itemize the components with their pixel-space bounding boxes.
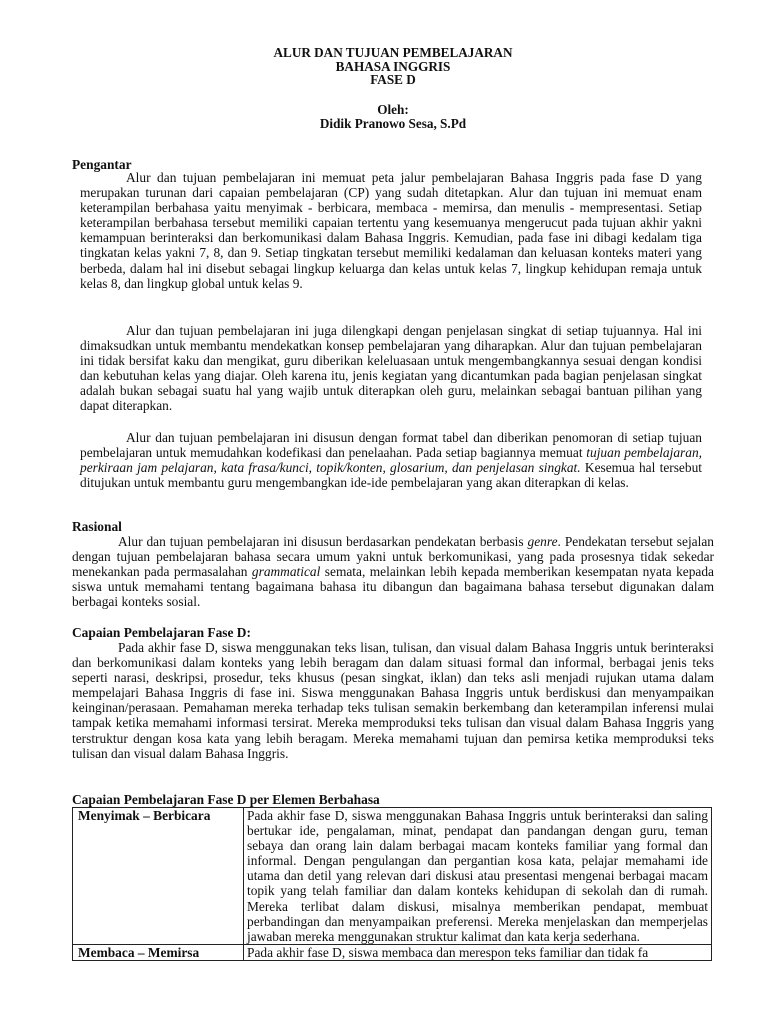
elemen-heading: Capaian Pembelajaran Fase D per Elemen Berbahasa [72,792,380,807]
author-block [0,103,768,131]
element-name-cell: Membaca – Memirsa [73,944,244,960]
capaian-text: Pada akhir fase D, siswa menggunakan teks lisan, tulisan, dan visual dalam Bahasa Inggris untuk berinteraksi dan berkomunikasi dalam konteks yang lebih beragam dan dalam situasi formal dan informal, berbagai jenis teks seperti narasi, deskripsi, prosedur, teks khusus (pesan singkat, iklan) dan teks asli menjadi rujukan utama dalam mempelajari Bahasa Inggris di fase ini. Siswa menggunakan Bahasa Inggris untuk berdiskusi dan menyampaikan keinginan/perasaan. Pemahaman mereka terhadap teks tulisan semakin berkembang dan keterampilan inferensi mulai tampak ketika memahami informasi tersirat. Mereka memproduksi teks tulisan dan visual dalam Bahasa Inggris yang terstruktur dengan kosa kata yang lebih beragam. Mereka memahami tujuan dan pemirsa ketika memproduksi teks tulisan dan visual dalam Bahasa Inggris. [72,640,714,761]
table-row [73,808,712,945]
element-name-cell: Menyimak – Berbicara [73,808,244,945]
pengantar-heading: Pengantar [72,157,132,172]
title-line-3: FASE D [370,72,416,88]
pengantar-paragraph-1 [80,170,702,291]
pengantar-p3-italic: tujuan pembelajaran, perkiraan jam pelajaran, kata frasa/kunci, topik/konten, glosarium, dan penjelasan singkat. [80,445,702,476]
rasional-text-1: Alur dan tujuan pembelajaran ini disusun berdasarkan pendekatan berbasis [118,534,528,549]
title-line-1: ALUR DAN TUJUAN PEMBELAJARAN [273,45,513,60]
rasional-text-3: semata, melainkan lebih kepada memberikan kesempatan nyata kepada siswa untuk memahami tentang bagaimana bahasa itu dibangun dan bagaimana bahasa tersebut digunakan dalam berbagai konteks sosial. [72,564,714,610]
pengantar-p3-end: Kesemua hal tersebut ditujukan untuk membantu guru mengembangkan ide-ide pembelajaran yang akan diterapkan di kelas. [80,460,702,491]
rasional-heading: Rasional [72,519,122,534]
document-title [0,46,768,87]
title-line-2: BAHASA INGGRIS [335,58,451,74]
author-label: Oleh: [377,102,409,117]
pengantar-paragraph-3 [80,430,702,490]
pengantar-paragraph-2 [80,323,702,414]
table-row [73,944,712,960]
element-description-cell: Pada akhir fase D, siswa menggunakan Bahasa Inggris untuk berinteraksi dan saling bertukar ide, pengalaman, minat, pendapat dan pandangan dengan guru, teman sebaya dan orang lain dalam berbagai macam konteks familiar yang formal dan informal. Dengan pengulangan dan pergantian kosa kata, pelajar memahami ide utama dan detil yang relevan dari diskusi atau presentasi mengenai berbagai macam topik yang telah familiar dan dalam konteks kehidupan di sekolah dan di rumah. Mereka terlibat dalam diskusi, misalnya memberikan pendapat, membuat perbandingan dan menyampaikan preferensi. Mereka menjelaskan dan memperjelas jawaban mereka menggunakan struktur kalimat dan kata kerja sederhana. [244,808,712,945]
author-name: Didik Pranowo Sesa, S.Pd [319,116,467,131]
rasional-text-2: . Pendekatan tersebut sejalan dengan tujuan pembelajaran bahasa secara umum yakni untuk berkomunikasi, yang pada prosesnya tidak sekedar menekankan pada permasalahan [72,534,714,580]
rasional-paragraph [72,534,714,609]
rasional-italic-1: genre [527,534,558,549]
rasional-italic-2: grammatical [251,564,321,580]
element-description-cell: Pada akhir fase D, siswa membaca dan merespon teks familiar dan tidak fa [244,944,712,960]
elemen-table [72,807,712,961]
capaian-paragraph [72,640,714,761]
pengantar-p3-start: Alur dan tujuan pembelajaran ini disusun dengan format tabel dan diberikan penomoran di setiap tujuan pembelajaran untuk memudahkan kodefikasi dan penelaahan. Pada setiap bagiannya memuat [80,430,702,461]
capaian-heading: Capaian Pembelajaran Fase D: [72,625,251,640]
pengantar-p1-text: Alur dan tujuan pembelajaran ini memuat peta jalur pembelajaran Bahasa Inggris pada fase D yang merupakan turunan dari capaian pembelajaran (CP) yang sudah ditetapkan. Alur dan tujuan ini memuat enam keterampilan berbahasa yaitu menyimak - berbicara, membaca - memirsa, dan menulis - mempresentasi. Setiap keterampilan berbahasa tersebut memiliki capaian tertentu yang kesemuanya mengerucut pada tujuan akhir yakni kemampuan berinteraksi dan berkomunikasi dalam Bahasa Inggris. Kemudian, pada fase ini dibagi kedalam tiga tingkatan kelas yakni 7, 8, dan 9. Setiap tingkatan tersebut memiliki kedalaman dan keluasan konteks materi yang berbeda, dalam hal ini disebut sebagai lingkup keluarga dan kelas untuk kelas 7, lingkup kehidupan remaja untuk kelas 8, dan lingkup global untuk kelas 9. [80,170,702,291]
pengantar-p2-text: Alur dan tujuan pembelajaran ini juga dilengkapi dengan penjelasan singkat di setiap tujuannya. Hal ini dimaksudkan untuk membantu mendekatkan konsep pembelajaran yang diharapkan. Alur dan tujuan pembelajaran ini tidak bersifat kaku dan mengikat, guru diberikan keleluasaan untuk mengembangkannya sesuai dengan kondisi dan kebutuhan kelas yang diajar. Oleh karena itu, jenis kegiatan yang dicantumkan pada bagian penjelasan singkat adalah bukan sebagai suatu hal yang wajib untuk diterapkan oleh guru, melainkan sebagai bantuan pilihan yang dapat diterapkan. [80,323,702,414]
